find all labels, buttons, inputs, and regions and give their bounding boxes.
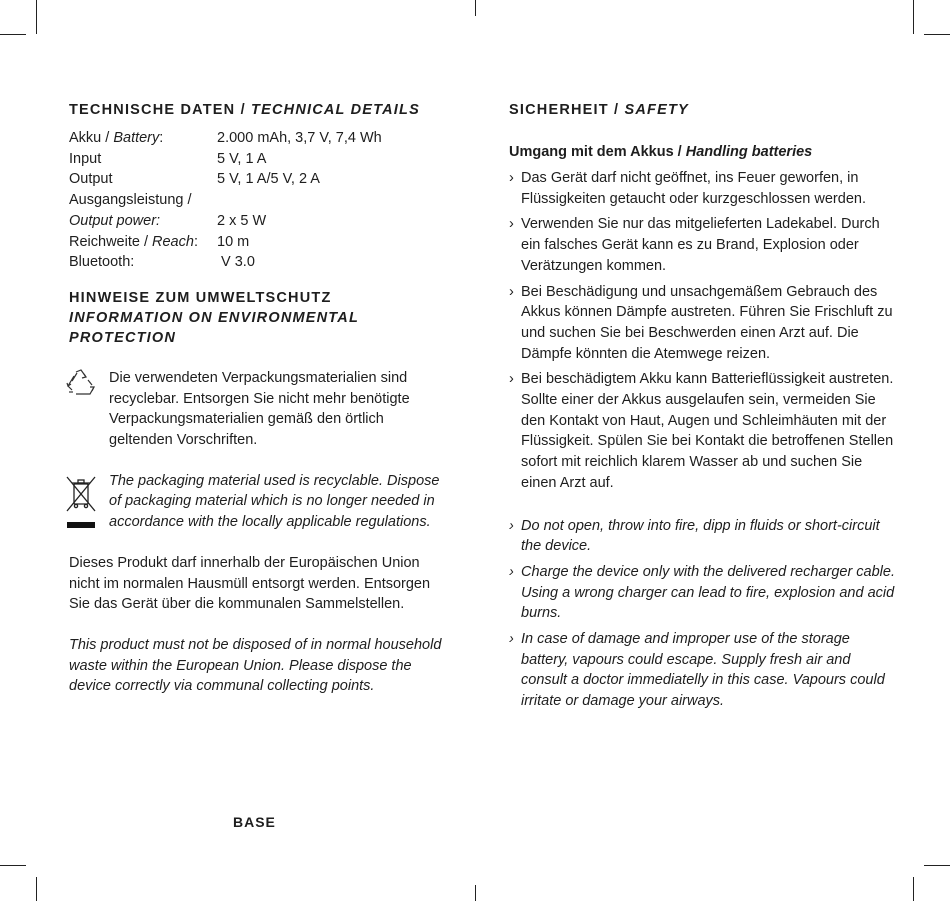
safety-heading: SICHERHEIT / SAFETY bbox=[509, 102, 689, 118]
crop-mark bbox=[475, 885, 476, 901]
spec-row bbox=[69, 252, 449, 273]
spec-label: Bluetooth: bbox=[69, 254, 135, 271]
safety-subheading: Umgang mit dem Akkus / Handling batteries bbox=[509, 144, 813, 160]
recycle-icon bbox=[64, 368, 98, 405]
spec-row bbox=[69, 169, 449, 190]
crop-mark bbox=[0, 865, 26, 866]
spec-value: 2 x 5 W bbox=[217, 212, 267, 229]
recycle-notice-de bbox=[69, 368, 449, 451]
safety-bullet: › Bei Beschädigung und unsachgemäßem Gebrauch des Akkus können Dämpfe austreten. Führen Sie Frischluft zu und suchen Sie bei Beschwerden einen Arzt auf. Die Dämpfe könnten die Atemwege reizen. bbox=[509, 282, 899, 365]
disposal-text-de: Dieses Produkt darf innerhalb der Europäischen Union nicht im normalen Hausmüll entsorgt werden. Entsorgen Sie das Gerät über die kommunalen Sammelstellen. bbox=[69, 554, 431, 613]
right-column bbox=[509, 100, 899, 717]
spec-row bbox=[69, 190, 449, 211]
safety-bullet: › Charge the device only with the delivered recharger cable. Using a wrong charger can lead to fire, explosion and acid burns. bbox=[509, 562, 899, 624]
crop-mark bbox=[913, 0, 914, 34]
safety-bullet: › In case of damage and improper use of the storage battery, vapours could escape. Supply fresh air and consult a doctor immediatelly in this case. Vapours could irritate or damage your airways. bbox=[509, 629, 899, 712]
spec-value: 10 m bbox=[217, 233, 250, 250]
safety-bullet: › Bei beschädigtem Akku kann Batterieflüssigkeit austreten. Sollte einer der Akkus ausgelaufen sein, vermeiden Sie den Kontakt von Haut, Augen und Schleimhäuten mit der Flüssigkeit. Spülen Sie bei Kontakt die betroffenen Stellen sofort mit reichlich klarem Wasser ab und suchen Sie einen Arzt auf. bbox=[509, 369, 899, 493]
crop-mark bbox=[475, 0, 476, 16]
left-column bbox=[69, 100, 449, 697]
spec-table bbox=[69, 128, 449, 273]
brand-logo: BASE bbox=[233, 814, 276, 830]
spec-value: 2.000 mAh, 3,7 V, 7,4 Wh bbox=[217, 130, 382, 146]
technical-heading: TECHNISCHE DATEN / TECHNICAL DETAILS bbox=[69, 102, 420, 118]
safety-bullet: › Verwenden Sie nur das mitgelieferten Ladekabel. Durch ein falsches Gerät kann es zu Brand, Explosion oder Verätzungen kommen. bbox=[509, 214, 899, 276]
environment-heading: HINWEISE ZUM UMWELTSCHUTZ INFORMATION ON ENVIRONMENTAL PROTECTION bbox=[69, 289, 360, 346]
spec-label: Output power: bbox=[69, 212, 161, 229]
crop-mark bbox=[36, 0, 37, 34]
crop-mark bbox=[36, 877, 37, 901]
disposal-text-en: This product must not be disposed of in normal household waste within the European Union. Please dispose the device correctly via communal collecting points. bbox=[69, 636, 442, 695]
recycle-text-de: Die verwendeten Verpackungsmaterialien sind recyclebar. Entsorgen Sie nicht mehr benötigte Verpackungsmaterialien gemäß den örtlich geltenden Vorschriften. bbox=[109, 369, 410, 449]
recycle-notice-en bbox=[69, 471, 449, 533]
spec-label: Akku / Battery: bbox=[69, 130, 164, 146]
spec-label: Input bbox=[69, 150, 102, 167]
crop-mark bbox=[924, 865, 950, 866]
spec-row bbox=[69, 211, 449, 232]
crop-mark bbox=[924, 34, 950, 35]
crossed-out-bin-icon bbox=[64, 475, 98, 538]
spec-label: Reichweite / Reach: bbox=[69, 233, 198, 250]
safety-bullet: › Das Gerät darf nicht geöffnet, ins Feuer geworfen, in Flüssigkeiten getaucht oder kurzgeschlossen werden. bbox=[509, 168, 899, 209]
spec-value: 5 V, 1 A bbox=[217, 150, 267, 167]
recycle-text-en: The packaging material used is recyclable. Dispose of packaging material which is no longer needed in accordance with the locally applicable regulations. bbox=[109, 472, 440, 531]
crop-mark bbox=[913, 877, 914, 901]
crop-mark bbox=[0, 34, 26, 35]
spec-value: V 3.0 bbox=[217, 254, 255, 271]
spec-label: Ausgangsleistung / bbox=[69, 192, 192, 209]
safety-list-en bbox=[509, 516, 899, 712]
spec-row bbox=[69, 128, 449, 149]
spec-row bbox=[69, 149, 449, 170]
spec-row bbox=[69, 232, 449, 253]
safety-list-de bbox=[509, 168, 899, 494]
safety-bullet: › Do not open, throw into fire, dipp in fluids or short-circuit the device. bbox=[509, 516, 899, 557]
spec-value: 5 V, 1 A/5 V, 2 A bbox=[217, 171, 320, 188]
spec-label: Output bbox=[69, 171, 113, 188]
